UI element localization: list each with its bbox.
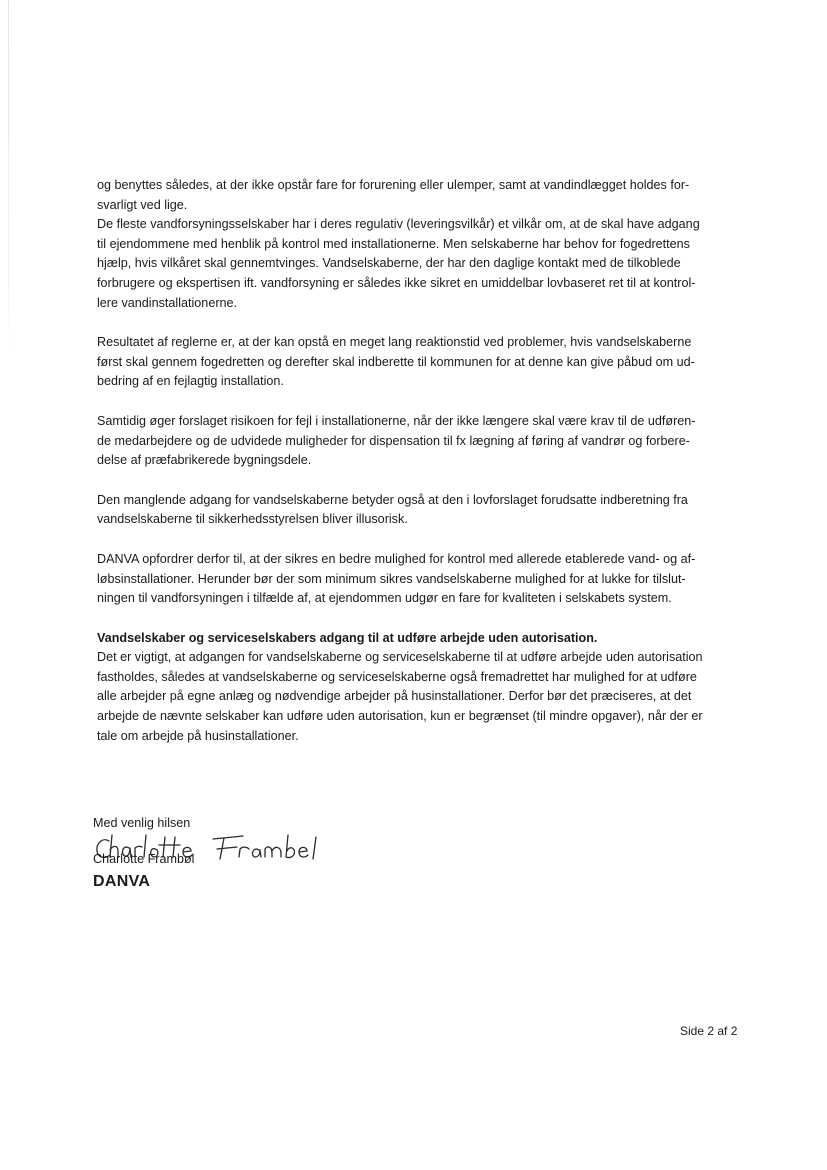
text-line: arbejde de nævnte selskaber kan udføre uden autorisation, kun er begrænset (til mindre opgaver), når der er xyxy=(97,709,703,724)
paragraph-inspection-rights xyxy=(97,176,747,313)
text-line: De fleste vandforsyningsselskaber har i deres regulativ (leveringsvilkår) et vilkår om, at de skal have adgang xyxy=(97,217,700,232)
page-number: Side 2 af 2 xyxy=(680,1024,738,1038)
organization-name: DANVA xyxy=(93,873,151,890)
text-line: lere vandinstallationerne. xyxy=(97,295,238,310)
text-line: tale om arbejde på husinstallationer. xyxy=(97,728,299,743)
text-line: til ejendommene med henblik på kontrol med installationerne. Men selskaberne har behov for fogedrettens xyxy=(97,236,690,251)
text-line: fastholdes, således at vandselskaberne og serviceselskaberne også fremadrettet har mulighed for at udføre xyxy=(97,669,697,684)
text-line: delse af præfabrikerede bygningsdele. xyxy=(97,453,312,468)
scan-edge-line xyxy=(8,0,9,350)
text-line: vandselskaberne til sikkerhedsstyrelsen bliver illusorisk. xyxy=(97,512,408,527)
text-line: Det er vigtigt, at adgangen for vandselskaberne og serviceselskaberne til at udføre arbejde uden autorisation xyxy=(97,650,703,665)
paragraph-reaction-time xyxy=(97,333,747,392)
greeting: Med venlig hilsen xyxy=(93,816,191,830)
section-authorisation xyxy=(97,629,747,747)
text-line: DANVA opfordrer derfor til, at der sikres en bedre mulighed for kontrol med allerede etablerede vand- og af- xyxy=(97,551,696,566)
text-line: og benyttes således, at der ikke opstår fare for forurening eller ulemper, samt at vandindlægget holdes for- xyxy=(97,178,690,192)
text-line: Den manglende adgang for vandselskaberne betyder også at den i lovforslaget forudsatte indberetning fra xyxy=(97,492,688,507)
paragraph-reporting xyxy=(97,491,747,530)
text-line: først skal gennem fogedretten og derefter skal indberette til kommunen for at denne kan give påbud om ud- xyxy=(97,354,695,369)
text-line: løbsinstallationer. Herunder bør der som minimum sikres vandselskaberne mulighed for at lukke for tilslut- xyxy=(97,571,686,586)
text-line: alle arbejder på egne anlæg og nødvendige arbejder på husinstallationer. Derfor bør det præciseres, at det xyxy=(97,689,692,704)
signer-name: Charlotte Frambøl xyxy=(93,852,195,866)
letter-body xyxy=(97,176,747,766)
paragraph-installation-risk xyxy=(97,412,747,471)
paragraph-danva-recommendation xyxy=(97,550,747,609)
text-line: svarligt ved lige. xyxy=(97,197,188,212)
text-line: Resultatet af reglerne er, at der kan opstå en meget lang reaktionstid ved problemer, hvis vandselskaberne xyxy=(97,335,692,350)
text-line: hjælp, hvis vilkåret skal gennemtvinges. Vandselskaberne, der har den daglige kontakt med de tilkoblede xyxy=(97,256,681,271)
text-line: forbrugere og ekspertisen ift. vandforsyning er således ikke sikret en umiddelbar lovbaseret ret til at kontrol- xyxy=(97,275,696,290)
text-line: Samtidig øger forslaget risikoen for fejl i installationerne, når der ikke længere skal være krav til de udføren- xyxy=(97,413,696,428)
text-line: de medarbejdere og de udvidede muligheder for dispensation til fx lægning af føring af vandrør og forbere- xyxy=(97,433,690,448)
text-line: bedring af en fejlagtig installation. xyxy=(97,374,284,389)
section-heading: Vandselskaber og serviceselskabers adgang til at udføre arbejde uden autorisation. xyxy=(97,630,598,645)
text-line: ningen til vandforsyningen i tilfælde af, at ejendommen udgør en fare for kvaliteten i selskabets system. xyxy=(97,591,672,606)
